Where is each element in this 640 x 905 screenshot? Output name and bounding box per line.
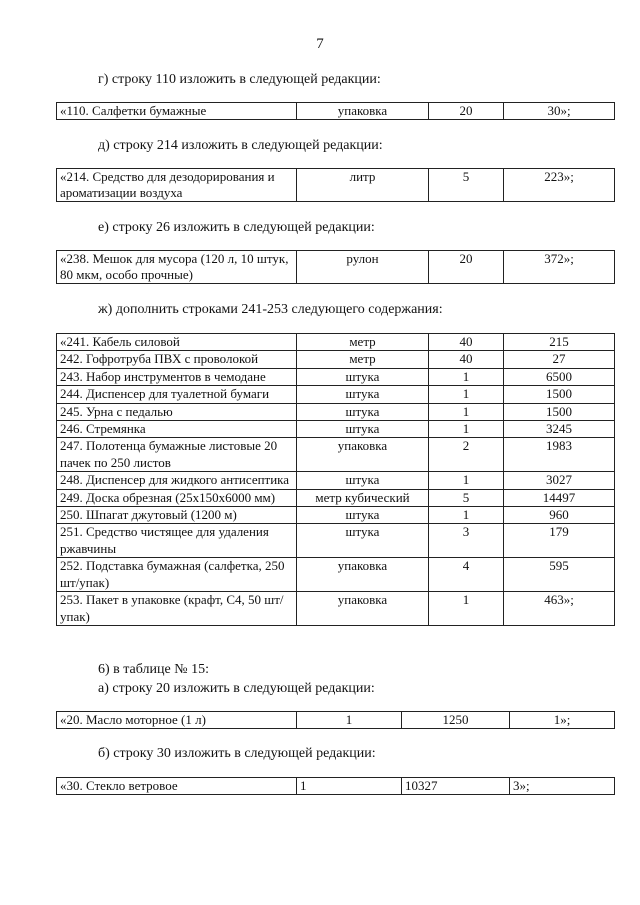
table-cell: 1 bbox=[429, 403, 504, 420]
table-cell: 1250 bbox=[402, 712, 510, 729]
table-cell: метр bbox=[297, 351, 429, 368]
table-cell: 2 bbox=[429, 438, 504, 472]
table-cell: 5 bbox=[429, 169, 504, 202]
table-cell: 1 bbox=[429, 368, 504, 385]
section-b-table bbox=[56, 777, 615, 795]
table-cell: 463»; bbox=[504, 592, 615, 626]
table-cell: 215 bbox=[504, 334, 615, 351]
table-row bbox=[57, 507, 615, 524]
table-cell: 5 bbox=[429, 489, 504, 506]
table-cell: 372»; bbox=[504, 251, 615, 284]
table-cell: 243. Набор инструментов в чемодане bbox=[57, 368, 297, 385]
table-cell: 247. Полотенца бумажные листовые 20 пачек по 250 листов bbox=[57, 438, 297, 472]
table-cell: 1 bbox=[429, 421, 504, 438]
section-e-table bbox=[56, 250, 615, 284]
table-cell: 252. Подставка бумажная (салфетка, 250 шт/упак) bbox=[57, 558, 297, 592]
table-cell: 1500 bbox=[504, 403, 615, 420]
table-cell: 20 bbox=[429, 103, 504, 120]
table-row bbox=[57, 403, 615, 420]
table-row bbox=[57, 421, 615, 438]
table-cell: 249. Доска обрезная (25х150х6000 мм) bbox=[57, 489, 297, 506]
table-row bbox=[57, 386, 615, 403]
table-cell: рулон bbox=[297, 251, 429, 284]
table-cell: штука bbox=[297, 368, 429, 385]
table-cell: 40 bbox=[429, 334, 504, 351]
table-cell: штука bbox=[297, 386, 429, 403]
table-cell: «20. Масло моторное (1 л) bbox=[57, 712, 297, 729]
table-cell: 3»; bbox=[510, 778, 615, 795]
table-cell: 595 bbox=[504, 558, 615, 592]
table-row bbox=[57, 351, 615, 368]
section-6-heading: 6) в таблице № 15: bbox=[98, 662, 209, 677]
table-row bbox=[57, 489, 615, 506]
table-cell: штука bbox=[297, 524, 429, 558]
table-cell: «30. Стекло ветровое bbox=[57, 778, 297, 795]
table-cell: 1 bbox=[297, 712, 402, 729]
table-cell: 250. Шпагат джутовый (1200 м) bbox=[57, 507, 297, 524]
table-cell: 1 bbox=[429, 592, 504, 626]
table-cell: 20 bbox=[429, 251, 504, 284]
table-cell: 248. Диспенсер для жидкого антисептика bbox=[57, 472, 297, 489]
table-row bbox=[57, 251, 615, 284]
table-row bbox=[57, 169, 615, 202]
table-cell: метр кубический bbox=[297, 489, 429, 506]
table-cell: «241. Кабель силовой bbox=[57, 334, 297, 351]
section-d-table bbox=[56, 168, 615, 202]
table-cell: 1500 bbox=[504, 386, 615, 403]
section-g-table bbox=[56, 102, 615, 120]
table-cell: «238. Мешок для мусора (120 л, 10 штук, 80 мкм, особо прочные) bbox=[57, 251, 297, 284]
table-cell: 40 bbox=[429, 351, 504, 368]
table-row bbox=[57, 438, 615, 472]
table-cell: 1»; bbox=[510, 712, 615, 729]
table-row bbox=[57, 778, 615, 795]
table-cell: 3027 bbox=[504, 472, 615, 489]
table-cell: штука bbox=[297, 507, 429, 524]
table-row bbox=[57, 712, 615, 729]
table-cell: «214. Средство для дезодорирования и ароматизации воздуха bbox=[57, 169, 297, 202]
table-cell: упаковка bbox=[297, 558, 429, 592]
table-cell: 27 bbox=[504, 351, 615, 368]
table-cell: 14497 bbox=[504, 489, 615, 506]
table-cell: 1 bbox=[429, 507, 504, 524]
table-row bbox=[57, 592, 615, 626]
table-cell: 179 bbox=[504, 524, 615, 558]
table-cell: 1983 bbox=[504, 438, 615, 472]
section-b-heading: б) строку 30 изложить в следующей редакции: bbox=[98, 746, 376, 761]
table-cell: 3245 bbox=[504, 421, 615, 438]
table-cell: 960 bbox=[504, 507, 615, 524]
table-cell: литр bbox=[297, 169, 429, 202]
table-cell: 244. Диспенсер для туалетной бумаги bbox=[57, 386, 297, 403]
table-cell: 1 bbox=[297, 778, 402, 795]
section-e-heading: е) строку 26 изложить в следующей редакции: bbox=[98, 220, 375, 235]
section-6a-table bbox=[56, 711, 615, 729]
table-row bbox=[57, 334, 615, 351]
table-cell: 10327 bbox=[402, 778, 510, 795]
table-cell: 253. Пакет в упаковке (крафт, С4, 50 шт/упак) bbox=[57, 592, 297, 626]
section-zh-heading: ж) дополнить строками 241-253 следующего содержания: bbox=[98, 302, 443, 317]
table-cell: 246. Стремянка bbox=[57, 421, 297, 438]
table-cell: штука bbox=[297, 472, 429, 489]
table-cell: 30»; bbox=[504, 103, 615, 120]
table-cell: 1 bbox=[429, 472, 504, 489]
section-6a-heading: а) строку 20 изложить в следующей редакции: bbox=[98, 681, 375, 696]
table-cell: 4 bbox=[429, 558, 504, 592]
table-cell: упаковка bbox=[297, 103, 429, 120]
table-cell: 1 bbox=[429, 386, 504, 403]
table-row bbox=[57, 472, 615, 489]
table-cell: метр bbox=[297, 334, 429, 351]
page-number: 7 bbox=[316, 36, 324, 52]
section-zh-table bbox=[56, 333, 615, 626]
table-cell: 245. Урна с педалью bbox=[57, 403, 297, 420]
table-cell: 3 bbox=[429, 524, 504, 558]
table-cell: «110. Салфетки бумажные bbox=[57, 103, 297, 120]
table-cell: упаковка bbox=[297, 592, 429, 626]
section-g-heading: г) строку 110 изложить в следующей редакции: bbox=[98, 72, 381, 87]
section-d-heading: д) строку 214 изложить в следующей редакции: bbox=[98, 138, 383, 153]
table-cell: штука bbox=[297, 421, 429, 438]
table-row bbox=[57, 558, 615, 592]
table-cell: 6500 bbox=[504, 368, 615, 385]
table-cell: упаковка bbox=[297, 438, 429, 472]
table-cell: 242. Гофротруба ПВХ с проволокой bbox=[57, 351, 297, 368]
table-row bbox=[57, 368, 615, 385]
table-cell: 223»; bbox=[504, 169, 615, 202]
table-row bbox=[57, 524, 615, 558]
table-cell: штука bbox=[297, 403, 429, 420]
table-cell: 251. Средство чистящее для удаления ржавчины bbox=[57, 524, 297, 558]
table-row bbox=[57, 103, 615, 120]
